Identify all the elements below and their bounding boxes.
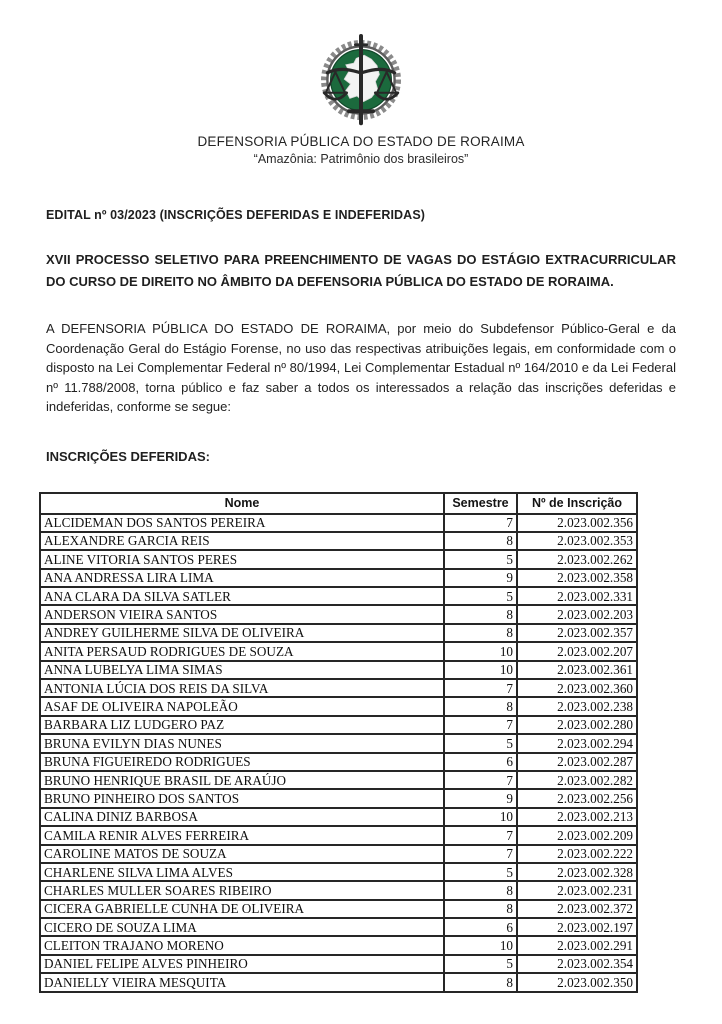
semester-cell: 10 [444, 936, 517, 954]
table-row [40, 918, 637, 936]
organization-motto: “Amazônia: Patrimônio dos brasileiros” [253, 152, 469, 166]
inscription-cell: 2.023.002.356 [517, 514, 637, 532]
inscription-cell: 2.023.002.361 [517, 661, 637, 679]
table-row [40, 550, 637, 568]
table-row [40, 753, 637, 771]
document-body [0, 208, 722, 993]
name-cell: ALEXANDRE GARCIA REIS [40, 532, 444, 550]
name-cell: ALCIDEMAN DOS SANTOS PEREIRA [40, 514, 444, 532]
inscription-cell: 2.023.002.282 [517, 771, 637, 789]
column-header-semestre: Semestre [444, 493, 517, 514]
table-row [40, 808, 637, 826]
table-row [40, 936, 637, 954]
table-row [40, 605, 637, 623]
name-cell: CALINA DINIZ BARBOSA [40, 808, 444, 826]
name-cell: BRUNO PINHEIRO DOS SANTOS [40, 789, 444, 807]
inscription-cell: 2.023.002.294 [517, 734, 637, 752]
semester-cell: 5 [444, 550, 517, 568]
edital-title: EDITAL nº 03/2023 (INSCRIÇÕES DEFERIDAS E INDEFERIDAS) [46, 208, 426, 222]
inscription-cell: 2.023.002.203 [517, 605, 637, 623]
name-cell: CAROLINE MATOS DE SOUZA [40, 845, 444, 863]
document-header [0, 0, 722, 166]
table-row [40, 881, 637, 899]
name-cell: ANDREY GUILHERME SILVA DE OLIVEIRA [40, 624, 444, 642]
name-cell: CHARLES MULLER SOARES RIBEIRO [40, 881, 444, 899]
name-cell: DANIELLY VIEIRA MESQUITA [40, 973, 444, 991]
semester-cell: 5 [444, 587, 517, 605]
inscription-cell: 2.023.002.350 [517, 973, 637, 991]
semester-cell: 7 [444, 826, 517, 844]
inscription-cell: 2.023.002.287 [517, 753, 637, 771]
table-row [40, 532, 637, 550]
justice-scales-seal-icon [313, 34, 409, 126]
table-row [40, 900, 637, 918]
semester-cell: 9 [444, 569, 517, 587]
table-row [40, 679, 637, 697]
table-row [40, 569, 637, 587]
name-cell: CLEITON TRAJANO MORENO [40, 936, 444, 954]
column-header-nome: Nome [40, 493, 444, 514]
registrations-table [39, 492, 638, 993]
inscription-cell: 2.023.002.328 [517, 863, 637, 881]
section-heading-deferidas: INSCRIÇÕES DEFERIDAS: [46, 448, 210, 464]
name-cell: CAMILA RENIR ALVES FERREIRA [40, 826, 444, 844]
semester-cell: 10 [444, 661, 517, 679]
table-row [40, 771, 637, 789]
name-cell: ANITA PERSAUD RODRIGUES DE SOUZA [40, 642, 444, 660]
intro-paragraph: A DEFENSORIA PÚBLICA DO ESTADO DE RORAIMA, por meio do Subdefensor Público-Geral e da Coordenação Geral do Estágio Forense, no uso das respectivas atribuições legais, em conformidade com o disposto na Lei Complementar Federal nº 80/1994, Lei Complementar Estadual nº 164/2010 e da Lei Federal nº 11.788/2008, torna público e faz saber a todos os interessados a relação das inscrições deferidas e indeferidas, conforme se segue: [46, 321, 676, 414]
semester-cell: 6 [444, 918, 517, 936]
inscription-cell: 2.023.002.291 [517, 936, 637, 954]
semester-cell: 8 [444, 624, 517, 642]
semester-cell: 8 [444, 605, 517, 623]
table-row [40, 514, 637, 532]
table-row [40, 642, 637, 660]
inscription-cell: 2.023.002.353 [517, 532, 637, 550]
inscription-cell: 2.023.002.231 [517, 881, 637, 899]
semester-cell: 8 [444, 697, 517, 715]
table-row [40, 624, 637, 642]
name-cell: BRUNA EVILYN DIAS NUNES [40, 734, 444, 752]
inscription-cell: 2.023.002.207 [517, 642, 637, 660]
table-row [40, 845, 637, 863]
semester-cell: 7 [444, 679, 517, 697]
table-row [40, 955, 637, 973]
name-cell: BRUNA FIGUEIREDO RODRIGUES [40, 753, 444, 771]
table-row [40, 587, 637, 605]
semester-cell: 8 [444, 532, 517, 550]
semester-cell: 6 [444, 753, 517, 771]
process-title: XVII PROCESSO SELETIVO PARA PREENCHIMENTO DE VAGAS DO ESTÁGIO EXTRACURRICULAR DO CURSO DE DIREITO NO ÂMBITO DA DEFENSORIA PÚBLICA DO ESTADO DE RORAIMA. [46, 252, 676, 289]
table-row [40, 826, 637, 844]
table-row [40, 661, 637, 679]
name-cell: ANNA LUBELYA LIMA SIMAS [40, 661, 444, 679]
name-cell: ANTONIA LÚCIA DOS REIS DA SILVA [40, 679, 444, 697]
column-header-inscricao: Nº de Inscrição [517, 493, 637, 514]
name-cell: BRUNO HENRIQUE BRASIL DE ARAÚJO [40, 771, 444, 789]
table-row [40, 734, 637, 752]
inscription-cell: 2.023.002.262 [517, 550, 637, 568]
table-body [40, 514, 637, 992]
inscription-cell: 2.023.002.197 [517, 918, 637, 936]
semester-cell: 10 [444, 808, 517, 826]
table-row [40, 716, 637, 734]
semester-cell: 8 [444, 881, 517, 899]
inscription-cell: 2.023.002.354 [517, 955, 637, 973]
table-row [40, 863, 637, 881]
inscription-cell: 2.023.002.213 [517, 808, 637, 826]
semester-cell: 5 [444, 955, 517, 973]
semester-cell: 8 [444, 900, 517, 918]
name-cell: DANIEL FELIPE ALVES PINHEIRO [40, 955, 444, 973]
semester-cell: 7 [444, 771, 517, 789]
name-cell: ASAF DE OLIVEIRA NAPOLEÃO [40, 697, 444, 715]
semester-cell: 10 [444, 642, 517, 660]
inscription-cell: 2.023.002.360 [517, 679, 637, 697]
inscription-cell: 2.023.002.209 [517, 826, 637, 844]
organization-name: DEFENSORIA PÚBLICA DO ESTADO DE RORAIMA [197, 134, 525, 149]
inscription-cell: 2.023.002.222 [517, 845, 637, 863]
inscription-cell: 2.023.002.238 [517, 697, 637, 715]
name-cell: ANA ANDRESSA LIRA LIMA [40, 569, 444, 587]
inscription-cell: 2.023.002.280 [517, 716, 637, 734]
table-header-row [40, 493, 637, 514]
name-cell: ANA CLARA DA SILVA SATLER [40, 587, 444, 605]
semester-cell: 7 [444, 514, 517, 532]
name-cell: CICERA GABRIELLE CUNHA DE OLIVEIRA [40, 900, 444, 918]
inscription-cell: 2.023.002.372 [517, 900, 637, 918]
semester-cell: 5 [444, 734, 517, 752]
table-row [40, 697, 637, 715]
semester-cell: 9 [444, 789, 517, 807]
name-cell: ALINE VITORIA SANTOS PERES [40, 550, 444, 568]
semester-cell: 7 [444, 845, 517, 863]
semester-cell: 7 [444, 716, 517, 734]
inscription-cell: 2.023.002.256 [517, 789, 637, 807]
semester-cell: 5 [444, 863, 517, 881]
semester-cell: 8 [444, 973, 517, 991]
table-row [40, 973, 637, 991]
name-cell: ANDERSON VIEIRA SANTOS [40, 605, 444, 623]
inscription-cell: 2.023.002.358 [517, 569, 637, 587]
inscription-cell: 2.023.002.331 [517, 587, 637, 605]
name-cell: CICERO DE SOUZA LIMA [40, 918, 444, 936]
name-cell: CHARLENE SILVA LIMA ALVES [40, 863, 444, 881]
inscription-cell: 2.023.002.357 [517, 624, 637, 642]
table-row [40, 789, 637, 807]
name-cell: BARBARA LIZ LUDGERO PAZ [40, 716, 444, 734]
